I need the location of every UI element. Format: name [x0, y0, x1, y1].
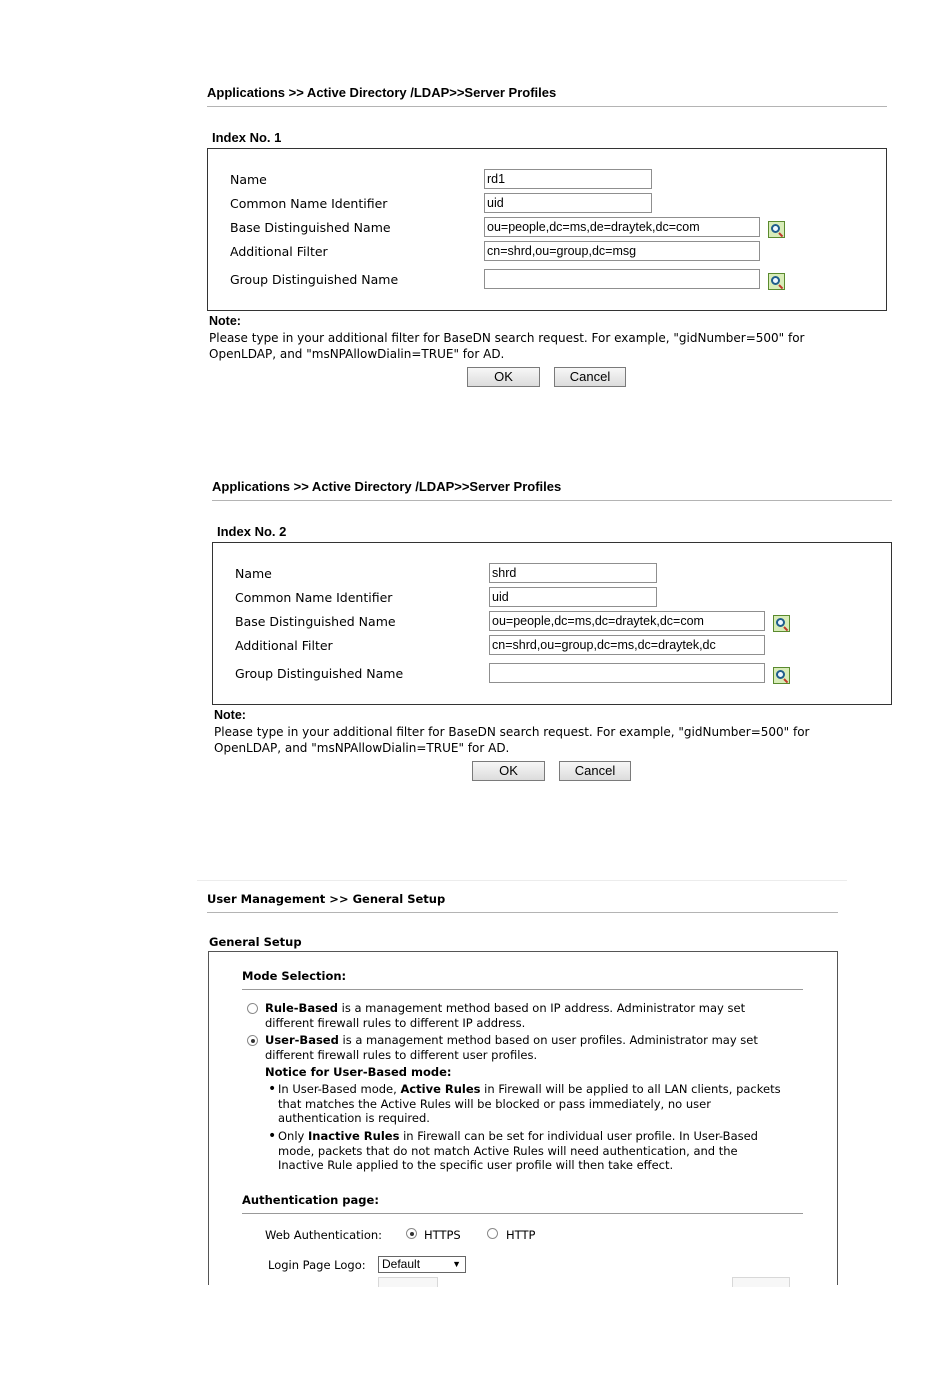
notice-item-2 [278, 1129, 778, 1173]
notice-item-1 [278, 1082, 798, 1126]
notice1-bold: Active Rules [400, 1082, 481, 1096]
notice-heading-text: Notice for User-Based mode: [265, 1065, 452, 1079]
ok-button[interactable]: OK [472, 761, 545, 781]
bullet-icon: • [268, 1081, 277, 1097]
name-input[interactable]: shrd [489, 563, 657, 583]
cancel-button[interactable]: Cancel [554, 367, 626, 387]
cropped-button [378, 1277, 438, 1287]
rule-based-radio[interactable] [247, 1003, 258, 1014]
rule-based-description [265, 1001, 765, 1030]
rule-based-text: is a management method based on IP address. Administrator may set different firewall rules to different IP address. [265, 1001, 746, 1030]
base-dn-label: Base Distinguished Name [235, 614, 396, 629]
authentication-page-heading: Authentication page: [242, 1193, 379, 1207]
index-label: Index No. 2 [217, 524, 287, 539]
name-input[interactable]: rd1 [484, 169, 652, 189]
user-based-term: User-Based [265, 1033, 339, 1047]
cancel-button[interactable]: Cancel [559, 761, 631, 781]
notice1-post: in Firewall will be applied to all LAN clients, packets that matches the Active Rules will be blocked or pass immediately, no user authentication is required. [278, 1082, 781, 1125]
https-radio[interactable] [406, 1228, 417, 1239]
notice1-pre: In User-Based mode, [278, 1082, 401, 1096]
note-heading: Note: [209, 314, 241, 328]
base-dn-input[interactable]: ou=people,dc=ms,de=draytek,dc=com [484, 217, 760, 237]
notice2-pre: Only [278, 1129, 308, 1143]
login-page-logo-select[interactable] [378, 1256, 466, 1273]
note-heading: Note: [214, 708, 246, 722]
group-dn-input[interactable] [489, 663, 765, 683]
base-dn-label: Base Distinguished Name [230, 220, 391, 235]
name-label: Name [235, 566, 272, 581]
login-page-logo-label: Login Page Logo: [268, 1258, 366, 1272]
additional-filter-input[interactable]: cn=shrd,ou=group,dc=msg [484, 241, 760, 261]
base-dn-search-icon[interactable] [768, 221, 785, 238]
base-dn-search-icon[interactable] [773, 615, 790, 632]
additional-filter-input[interactable]: cn=shrd,ou=group,dc=ms,dc=draytek,dc [489, 635, 765, 655]
name-label: Name [230, 172, 267, 187]
user-based-text: is a management method based on user profiles. Administrator may set different firewall rules to different user profiles. [265, 1033, 758, 1062]
user-based-description [265, 1033, 775, 1062]
section-title: General Setup [209, 935, 302, 949]
note-text: Please type in your additional filter for BaseDN search request. For example, "gidNumber=500" for OpenLDAP, and "msNPAllowDialin=TRUE" for AD. [209, 331, 805, 361]
base-dn-input[interactable]: ou=people,dc=ms,dc=draytek,dc=com [489, 611, 765, 631]
divider [207, 912, 838, 913]
breadcrumb: User Management >> General Setup [207, 892, 446, 906]
note-text: Please type in your additional filter for BaseDN search request. For example, "gidNumber=500" for OpenLDAP, and "msNPAllowDialin=TRUE" for AD. [214, 725, 810, 755]
group-dn-label: Group Distinguished Name [235, 666, 404, 681]
index-label: Index No. 1 [212, 130, 282, 145]
divider [242, 989, 803, 990]
group-dn-label: Group Distinguished Name [230, 272, 399, 287]
notice-heading [265, 1065, 452, 1080]
http-radio[interactable] [487, 1228, 498, 1239]
common-name-identifier-label: Common Name Identifier [235, 590, 393, 605]
divider [207, 106, 887, 107]
dropdown-arrow-icon: ▼ [452, 1259, 461, 1269]
https-label: HTTPS [424, 1228, 461, 1242]
ok-button[interactable]: OK [467, 367, 540, 387]
http-label: HTTP [506, 1228, 536, 1242]
login-page-logo-value: Default [382, 1257, 421, 1271]
divider [242, 1213, 803, 1214]
breadcrumb: Applications >> Active Directory /LDAP>>Server Profiles [207, 85, 557, 100]
user-based-radio[interactable] [247, 1035, 258, 1046]
common-name-identifier-label: Common Name Identifier [230, 196, 388, 211]
additional-filter-label: Additional Filter [235, 638, 333, 653]
cropped-button [732, 1277, 790, 1287]
mode-selection-heading: Mode Selection: [242, 969, 347, 983]
breadcrumb: Applications >> Active Directory /LDAP>>Server Profiles [212, 479, 562, 494]
top-edge [197, 880, 847, 881]
common-name-identifier-input[interactable]: uid [489, 587, 657, 607]
group-dn-search-icon[interactable] [768, 273, 785, 290]
additional-filter-label: Additional Filter [230, 244, 328, 259]
divider [212, 500, 892, 501]
web-authentication-label: Web Authentication: [265, 1228, 383, 1242]
group-dn-search-icon[interactable] [773, 667, 790, 684]
notice2-bold: Inactive Rules [308, 1129, 400, 1143]
common-name-identifier-input[interactable]: uid [484, 193, 652, 213]
bullet-icon: • [268, 1128, 277, 1144]
rule-based-term: Rule-Based [265, 1001, 338, 1015]
group-dn-input[interactable] [484, 269, 760, 289]
notice2-post: in Firewall can be set for individual user profile. In User-Based mode, packets that do not match Active Rules will need authentication, and the Inactive Rule applied to the specific user profile will then take effect. [278, 1129, 758, 1172]
